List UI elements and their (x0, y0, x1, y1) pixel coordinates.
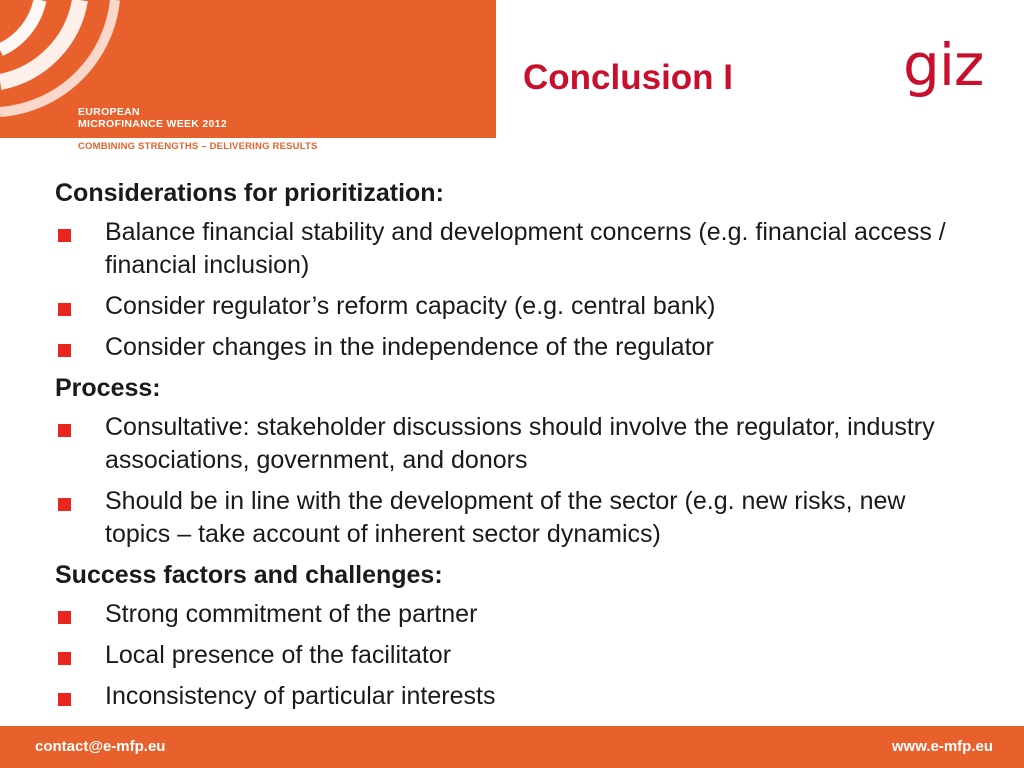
arc-graphic (0, 0, 496, 138)
square-bullet-icon (58, 652, 71, 665)
list-item-text: Should be in line with the development of the sector (e.g. new risks, new topics – take account of inherent sector dynamics) (105, 487, 906, 548)
website-link[interactable]: www.e-mfp.eu (891, 738, 993, 755)
section-heading: Considerations for prioritization: (55, 179, 444, 207)
list-item-text: Balance financial stability and development concerns (e.g. financial access / financial inclusion) (105, 218, 946, 279)
square-bullet-icon (58, 424, 71, 437)
square-bullet-icon (58, 611, 71, 624)
bullet-list (55, 411, 975, 551)
square-bullet-icon (58, 229, 71, 242)
event-banner (0, 0, 496, 138)
square-bullet-icon (58, 693, 71, 706)
footer-bar (0, 726, 1024, 768)
list-item (55, 485, 975, 551)
list-item (55, 680, 975, 713)
list-item (55, 411, 975, 477)
square-bullet-icon (58, 498, 71, 511)
event-tagline: COMBINING STRENGTHS – DELIVERING RESULTS (78, 141, 318, 152)
list-item (55, 639, 975, 672)
contact-email-link[interactable]: contact@e-mfp.eu (35, 738, 166, 755)
list-item (55, 331, 975, 364)
list-item-text: Inconsistency of particular interests (105, 682, 496, 710)
slide-title: Conclusion I (523, 58, 733, 97)
event-name-line1: EUROPEAN (78, 106, 140, 118)
list-item (55, 598, 975, 631)
list-item-text: Consider changes in the independence of the regulator (105, 333, 714, 361)
section-success-factors (55, 559, 975, 713)
list-item-text: Consider regulator’s reform capacity (e.g. central bank) (105, 292, 716, 320)
giz-logo: giz (903, 31, 984, 99)
section-heading: Success factors and challenges: (55, 561, 443, 589)
square-bullet-icon (58, 303, 71, 316)
list-item-text: Strong commitment of the partner (105, 600, 478, 628)
list-item (55, 216, 975, 282)
section-heading: Process: (55, 374, 161, 402)
square-bullet-icon (58, 344, 71, 357)
section-prioritization (55, 177, 975, 364)
event-name-line2: MICROFINANCE WEEK 2012 (78, 118, 227, 130)
list-item-text: Local presence of the facilitator (105, 641, 452, 669)
section-process (55, 372, 975, 551)
slide-content (55, 177, 975, 721)
bullet-list (55, 216, 975, 364)
list-item (55, 290, 975, 323)
bullet-list (55, 598, 975, 713)
list-item-text: Consultative: stakeholder discussions should involve the regulator, industry associations, government, and donors (105, 413, 935, 474)
